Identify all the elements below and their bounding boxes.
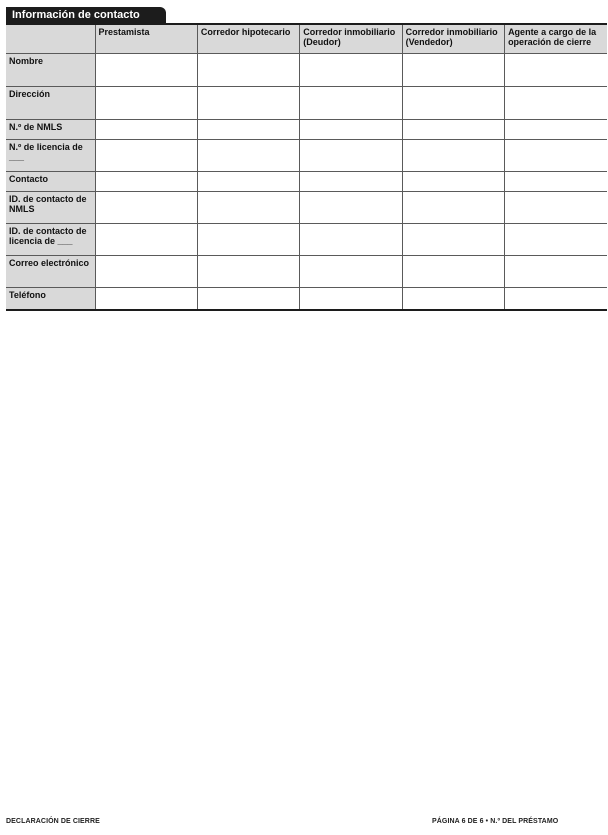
header-mortgage-broker: Corredor hipotecario bbox=[197, 25, 299, 54]
table-row bbox=[6, 224, 607, 256]
row-label-contact-license-id: ID. de contacto de licencia de ___ bbox=[6, 224, 95, 256]
table-cell[interactable] bbox=[300, 224, 402, 256]
table-cell[interactable] bbox=[505, 54, 607, 87]
table-cell[interactable] bbox=[197, 120, 299, 140]
table-row bbox=[6, 120, 607, 140]
table-cell[interactable] bbox=[197, 140, 299, 172]
table-cell[interactable] bbox=[505, 288, 607, 310]
table-cell[interactable] bbox=[402, 224, 504, 256]
table-cell[interactable] bbox=[402, 288, 504, 310]
header-real-estate-broker-seller: Corredor inmobiliario (Vendedor) bbox=[402, 25, 504, 54]
table-cell[interactable] bbox=[197, 87, 299, 120]
row-label-license-number: N.º de licencia de ___ bbox=[6, 140, 95, 172]
table-row bbox=[6, 87, 607, 120]
row-label-phone: Teléfono bbox=[6, 288, 95, 310]
section-title: Información de contacto bbox=[6, 7, 166, 24]
table-cell[interactable] bbox=[505, 192, 607, 224]
table-cell[interactable] bbox=[95, 54, 197, 87]
table-cell[interactable] bbox=[505, 87, 607, 120]
table-cell[interactable] bbox=[95, 140, 197, 172]
footer-page-info: PÁGINA 6 DE 6 • N.º DEL PRÉSTAMO bbox=[432, 818, 559, 825]
table-row bbox=[6, 192, 607, 224]
table-cell[interactable] bbox=[402, 120, 504, 140]
table-cell[interactable] bbox=[197, 54, 299, 87]
table-cell[interactable] bbox=[402, 87, 504, 120]
table-header-row bbox=[6, 25, 607, 54]
table-cell[interactable] bbox=[402, 192, 504, 224]
table-cell[interactable] bbox=[505, 172, 607, 192]
row-label-address: Dirección bbox=[6, 87, 95, 120]
table-cell[interactable] bbox=[402, 140, 504, 172]
table-cell[interactable] bbox=[197, 172, 299, 192]
table-cell[interactable] bbox=[197, 192, 299, 224]
table-cell[interactable] bbox=[300, 172, 402, 192]
table-cell[interactable] bbox=[197, 224, 299, 256]
table-cell[interactable] bbox=[95, 87, 197, 120]
table-row bbox=[6, 140, 607, 172]
row-label-name: Nombre bbox=[6, 54, 95, 87]
table-cell[interactable] bbox=[402, 172, 504, 192]
table-cell[interactable] bbox=[95, 172, 197, 192]
table-cell[interactable] bbox=[505, 256, 607, 288]
header-settlement-agent: Agente a cargo de la operación de cierre bbox=[505, 25, 607, 54]
table-cell[interactable] bbox=[402, 54, 504, 87]
table-row bbox=[6, 172, 607, 192]
table-cell[interactable] bbox=[95, 224, 197, 256]
row-label-email: Correo electrónico bbox=[6, 256, 95, 288]
table-cell[interactable] bbox=[300, 288, 402, 310]
table-cell[interactable] bbox=[300, 54, 402, 87]
table-cell[interactable] bbox=[300, 192, 402, 224]
header-corner-cell bbox=[6, 25, 95, 54]
table-cell[interactable] bbox=[300, 87, 402, 120]
row-label-nmls: N.º de NMLS bbox=[6, 120, 95, 140]
row-label-contact: Contacto bbox=[6, 172, 95, 192]
table-cell[interactable] bbox=[505, 224, 607, 256]
table-cell[interactable] bbox=[95, 288, 197, 310]
contact-info-table bbox=[6, 25, 607, 311]
table-cell[interactable] bbox=[300, 256, 402, 288]
table-row bbox=[6, 256, 607, 288]
table-cell[interactable] bbox=[95, 192, 197, 224]
table-cell[interactable] bbox=[402, 256, 504, 288]
header-real-estate-broker-buyer: Corredor inmobiliario (Deudor) bbox=[300, 25, 402, 54]
table-cell[interactable] bbox=[197, 288, 299, 310]
row-label-contact-nmls-id: ID. de contacto de NMLS bbox=[6, 192, 95, 224]
table-cell[interactable] bbox=[95, 120, 197, 140]
table-row bbox=[6, 54, 607, 87]
table-cell[interactable] bbox=[300, 140, 402, 172]
table-cell[interactable] bbox=[300, 120, 402, 140]
footer-document-title: DECLARACIÓN DE CIERRE bbox=[6, 818, 100, 825]
table-cell[interactable] bbox=[505, 140, 607, 172]
table-cell[interactable] bbox=[505, 120, 607, 140]
table-cell[interactable] bbox=[197, 256, 299, 288]
table-row bbox=[6, 288, 607, 310]
header-lender: Prestamista bbox=[95, 25, 197, 54]
table-cell[interactable] bbox=[95, 256, 197, 288]
